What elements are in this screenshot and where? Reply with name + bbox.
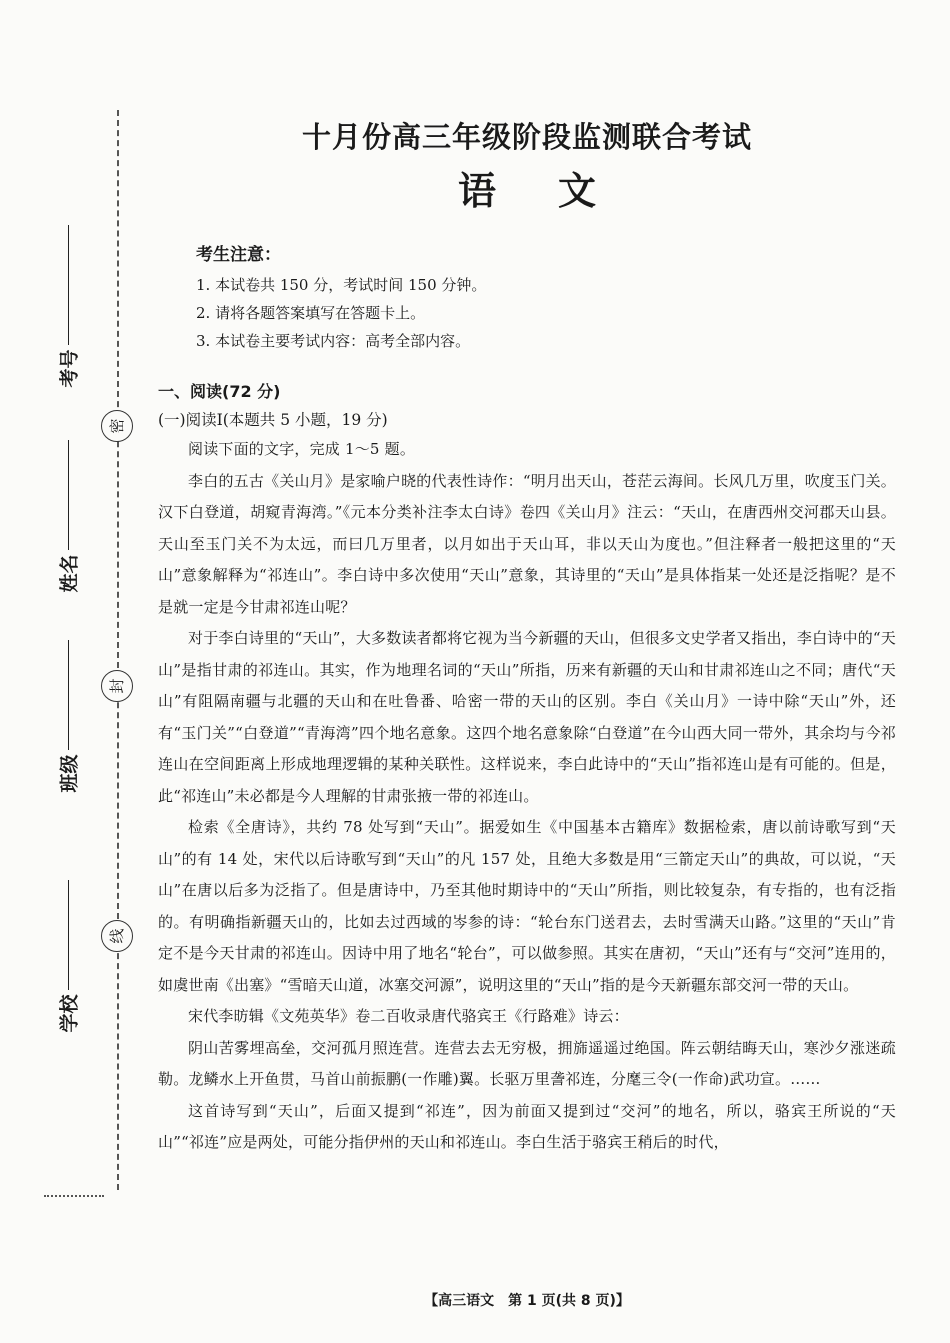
candidate-notice bbox=[196, 240, 876, 355]
notice-heading: 考生注意： bbox=[196, 245, 281, 265]
name-label: 姓名 bbox=[58, 554, 81, 593]
class-label: 班级 bbox=[58, 754, 81, 793]
reading-section bbox=[158, 378, 896, 1159]
quoted-poem: 阴山苦雾埋高垒，交河孤月照连营。连营去去无穷极，拥旆遥遥过绝国。阵云朝结晦天山，寒沙夕涨迷疏勒。龙鳞水上开鱼贯，马首山前振鹏(一作雕)翼。长驱万里詟祁连，分麾三令(一作命)武功宣。…… bbox=[158, 1038, 896, 1088]
seal-mark-mi: 密 bbox=[101, 410, 133, 442]
exam-number-label: 考号 bbox=[58, 349, 81, 388]
subject-title: 语文 bbox=[457, 169, 658, 213]
passage-paragraph: 检索《全唐诗》，共约 78 处写到“天山”。据爱如生《中国基本古籍库》数据检索，唐以前诗歌写到“天山”的有 14 处，宋代以后诗歌写到“天山”的凡 157 处，且绝大多数是用“三箭定天山”的典故，可以说，“天山”在唐以后多为泛指了。但是唐诗中，乃至其他时期诗中的“天山”所指，则比较复杂，有专指的，也有泛指的。有明确指新疆天山的，比如去过西域的岑参的诗：“轮台东门送君去，去时雪满天山路。”这里的“天山”肯定不是今天甘肃的祁连山。因诗中用了地名“轮台”，可以做参照。其实在唐初，“天山”还有与“交河”连用的，如虞世南《出塞》“雪暗天山道，冰塞交河源”，说明这里的“天山”指的是今天新疆东部交河一带的天山。 bbox=[158, 818, 896, 994]
notice-item: 3. 本试卷主要考试内容：高考全部内容。 bbox=[196, 332, 471, 350]
exam-number-blank[interactable] bbox=[68, 225, 69, 345]
seal-mark-xian: 线 bbox=[101, 920, 133, 952]
name-blank[interactable] bbox=[68, 440, 69, 550]
section-heading: 一、阅读(72 分) bbox=[158, 382, 281, 401]
passage-paragraph: 这首诗写到“天山”，后面又提到“祁连”，因为前面又提到过“交河”的地名，所以，骆宾王所说的“天山”“祁连”应是两处，可能分指伊州的天山和祁连山。李白生活于骆宾王稍后的时代， bbox=[158, 1101, 896, 1151]
exam-title: 十月份高三年级阶段监测联合考试 bbox=[301, 120, 752, 154]
seal-dashed-line bbox=[117, 110, 119, 1190]
notice-item: 2. 请将各题答案填写在答题卡上。 bbox=[196, 304, 426, 322]
passage-paragraph: 对于李白诗里的“天山”，大多数读者都将它视为当今新疆的天山，但很多文史学者又指出，李白诗中的“天山”是指甘肃的祁连山。其实，作为地理名词的“天山”所指，历来有新疆的天山和甘肃祁连山之不同；唐代“天山”有阻隔南疆与北疆的天山和在吐鲁番、哈密一带的天山的区别。李白《关山月》一诗中除“天山”外，还有“玉门关”“白登道”“青海湾”四个地名意象。这四个地名意象除“白登道”在今山西大同一带外，其余均与今祁连山在空间距离上形成地理逻辑的某种关联性。这样说来，李白此诗中的“天山”指祁连山是有可能的。但是，此“祁连山”未必都是今人理解的甘肃张掖一带的祁连山。 bbox=[158, 629, 896, 805]
school-blank[interactable] bbox=[68, 880, 69, 990]
class-blank[interactable] bbox=[68, 640, 69, 750]
school-label: 学校 bbox=[58, 994, 81, 1033]
page-footer: 【高三语文 第 1 页(共 8 页)】 bbox=[424, 1293, 630, 1309]
instruction-text: 阅读下面的文字，完成 1～5 题。 bbox=[188, 440, 416, 458]
school-field[interactable] bbox=[46, 880, 90, 1037]
class-field[interactable] bbox=[46, 640, 90, 797]
name-field[interactable] bbox=[46, 440, 90, 597]
passage-paragraph: 宋代李昉辑《文苑英华》卷二百收录唐代骆宾王《行路难》诗云： bbox=[188, 1007, 629, 1025]
subsection-heading: (一)阅读Ⅰ(本题共 5 小题，19 分) bbox=[158, 411, 388, 429]
exam-number-field[interactable] bbox=[46, 225, 90, 392]
margin-scan-mark bbox=[44, 1195, 104, 1197]
binding-margin bbox=[0, 0, 140, 1343]
notice-item: 1. 本试卷共 150 分，考试时间 150 分钟。 bbox=[196, 276, 487, 294]
passage-paragraph: 李白的五古《关山月》是家喻户晓的代表性诗作：“明月出天山，苍茫云海间。长风几万里，吹度玉门关。汉下白登道，胡窥青海湾。”《元本分类补注李太白诗》卷四《关山月》注云：“天山，在唐西州交河郡天山县。天山至玉门关不为太远，而曰几万里者，以月如出于天山耳，非以天山为度也。”但注释者一般把这里的“天山”意象解释为“祁连山”。李白诗中多次使用“天山”意象，其诗里的“天山”是具体指某一处还是泛指呢？是不是就一定是今甘肃祁连山呢？ bbox=[158, 471, 896, 616]
seal-mark-feng: 封 bbox=[101, 670, 133, 702]
